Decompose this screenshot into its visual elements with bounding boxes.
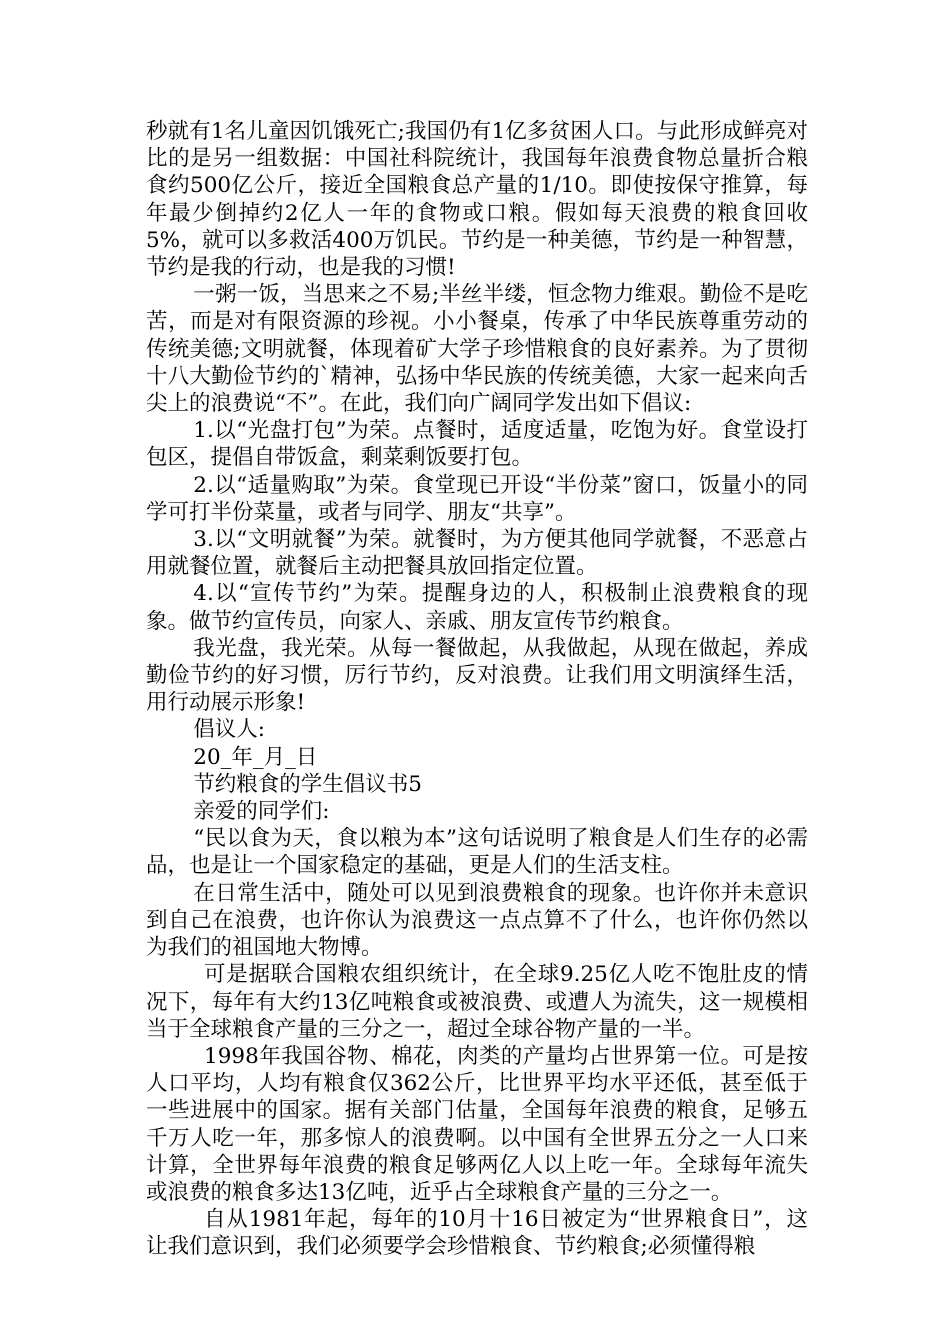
proposal-item-3: 3.以“文明就餐”为荣。就餐时，为方便其他同学就餐，不恶意占用就餐位置，就餐后主动把餐具放回指定位置。 [146, 527, 808, 580]
proposal-item-1: 1.以“光盘打包”为荣。点餐时，适度适量，吃饱为好。食堂设打包区，提倡自带饭盒，剩菜剩饭要打包。 [146, 418, 808, 471]
signature-label: 倡议人: [193, 717, 266, 743]
paragraph-daily-life: 在日常生活中，随处可以见到浪费粮食的现象。也许你并未意识到自己在浪费，也许你认为浪费这一点点算不了什么，也许你仍然以为我们的祖国地大物博。 [146, 880, 808, 961]
paragraph-quote: “民以食为天，食以粮为本”这句话说明了粮食是人们生存的必需品，也是让一个国家稳定的基础，更是人们的生活支柱。 [146, 826, 808, 879]
document-body [146, 118, 808, 1261]
paragraph-statistics: 秒就有1名儿童因饥饿死亡;我国仍有1亿多贫困人口。与此形成鲜亮对比的是另一组数据：中国社科院统计，我国每年浪费食物总量折合粮食约500亿公斤，接近全国粮食总产量的1/10。即使按保守推算，每年最少倒掉约2亿人一年的食物或口粮。假如每天浪费的粮食回收5%，就可以多救活400万饥民。节约是一种美德，节约是一种智慧，节约是我的行动，也是我的习惯! [146, 119, 808, 281]
paragraph-food-day: 自从1981年起，每年的10月十16日被定为“世界粮食日”，这让我们意识到，我们必须要学会珍惜粮食、节约粮食;必须懂得粮 [146, 1207, 808, 1260]
paragraph-proverb: 一粥一饭，当思来之不易;半丝半缕，恒念物力维艰。勤俭不是吃苦，而是对有限资源的珍视。小小餐桌，传承了中华民族尊重劳动的传统美德;文明就餐，体现着矿大学子珍惜粮食的良好素养。为了贯彻十八大勤俭节约的`精神，弘扬中华民族的传统美德，大家一起来向舌尖上的浪费说“不”。在此，我们向广阔同学发出如下倡议: [146, 282, 808, 417]
paragraph-fao: 可是据联合国粮农组织统计，在全球9.25亿人吃不饱肚皮的情况下，每年有大约13亿吨粮食或被浪费、或遭人为流失，这一规模相当于全球粮食产量的三分之一，超过全球谷物产量的一半。 [146, 962, 808, 1042]
paragraph-1998: 1998年我国谷物、棉花，肉类的产量均占世界第一位。可是按人口平均，人均有粮食仅362公斤，比世界平均水平还低，甚至低于一些进展中的国家。据有关部门估量，全国每年浪费的粮食，足够五千万人吃一年，那多惊人的浪费啊。以中国有全世界五分之一人口来计算，全世界每年浪费的粮食足够两亿人以上吃一年。全球每年流失或浪费的粮食多达13亿吨，近乎占全球粮食产量的三分之一。 [146, 1043, 808, 1205]
proposal-item-4: 4.以“宣传节约”为荣。提醒身边的人，积极制止浪费粮食的现象。做节约宣传员，向家人、亲戚、朋友宣传节约粮食。 [146, 581, 808, 634]
proposal-item-2: 2.以“适量购取”为荣。食堂现已开设“半份菜”窗口，饭量小的同学可打半份菜量，或者与同学、朋友“共享”。 [146, 472, 808, 525]
section-title: 节约粮食的学生倡议书5 [193, 771, 422, 797]
paragraph-closing: 我光盘，我光荣。从每一餐做起，从我做起，从现在做起，养成勤俭节约的好习惯，厉行节约，反对浪费。让我们用文明演绎生活，用行动展示形象! [146, 635, 808, 716]
salutation: 亲爱的同学们: [193, 799, 330, 825]
date-line: 20_年_月_日 [193, 744, 318, 770]
